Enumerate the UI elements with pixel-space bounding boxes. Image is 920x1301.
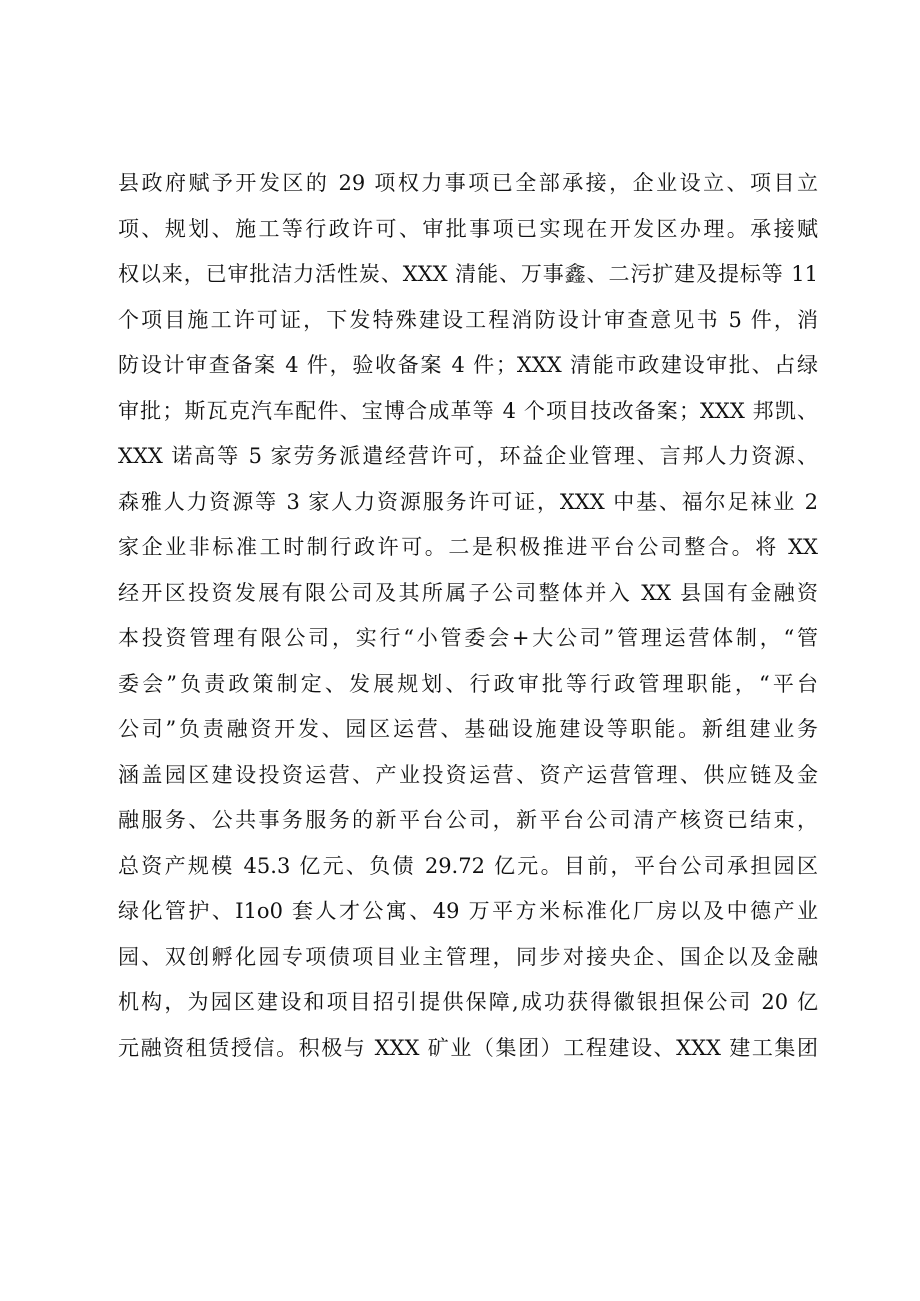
text-line: 个项目施工许可证，下发特殊建设工程消防设计审查意见书 5 件，消: [118, 307, 818, 332]
text-line: 防设计审查备案 4 件，验收备案 4 件；XXX 清能市政建设审批、占绿: [118, 353, 818, 377]
text-line: 经开区投资发展有限公司及其所属子公司整体并入 XX 县国有金融资: [118, 580, 818, 605]
text-line: 融服务、公共事务服务的新平台公司，新平台公司清产核资已结束，: [118, 808, 818, 832]
text-line: 机构，为园区建设和项目招引提供保障,成功获得徽银担保公司 20 亿: [118, 990, 818, 1014]
text-line: 园、双创孵化园专项债项目业主管理，同步对接央企、国企以及金融: [118, 944, 818, 969]
text-line: 公司”负责融资开发、园区运营、基础设施建设等职能。新组建业务: [118, 717, 818, 741]
text-line: 元融资租赁授信。积极与 XXX 矿业（集团）工程建设、XXX 建工集团: [118, 1035, 818, 1060]
text-line: 委会”负责政策制定、发展规划、行政审批等行政管理职能，“平台: [118, 671, 818, 696]
text-line: 涵盖园区建设投资运营、产业投资运营、资产运营管理、供应链及金: [118, 762, 818, 787]
body-paragraph: [118, 161, 818, 1071]
text-line: 森雅人力资源等 3 家人力资源服务许可证，XXX 中基、福尔足袜业 2: [118, 489, 818, 514]
text-line: 审批；斯瓦克汽车配件、宝博合成革等 4 个项目技改备案；XXX 邦凯、: [118, 398, 818, 423]
text-line: 县政府赋予开发区的 29 项权力事项已全部承接，企业设立、项目立: [118, 171, 818, 195]
text-line: 家企业非标准工时制行政许可。二是积极推进平台公司整合。将 XX: [118, 535, 818, 559]
text-line: XXX 诺高等 5 家劳务派遣经营许可，环益企业管理、言邦人力资源、: [118, 444, 818, 468]
text-line: 权以来，已审批洁力活性炭、XXX 清能、万事鑫、二污扩建及提标等 11: [118, 262, 818, 286]
text-line: 总资产规模 45.3 亿元、负债 29.72 亿元。目前，平台公司承担园区: [118, 853, 818, 878]
text-line: 绿化管护、I1o0 套人才公寓、49 万平方米标准化厂房以及中德产业: [118, 899, 818, 923]
text-line: 项、规划、施工等行政许可、审批事项已实现在开发区办理。承接赋: [118, 216, 818, 241]
text-line: 本投资管理有限公司，实行“小管委会+大公司”管理运营体制，“管: [118, 626, 818, 650]
